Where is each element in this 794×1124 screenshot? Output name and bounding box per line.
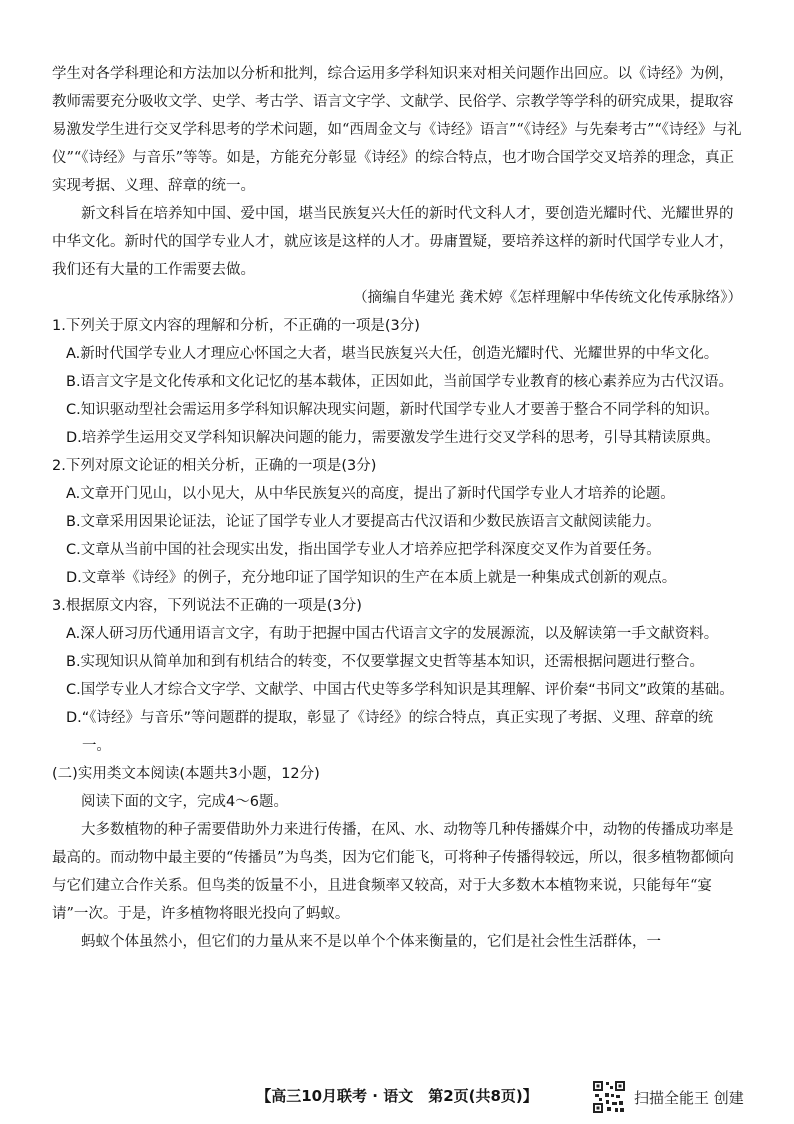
option-b: B.实现知识从简单加和到有机结合的转变，不仅要掌握文史哲等基本知识，还需根据问题进行整合。 <box>66 654 705 670</box>
option-a: A.文章开门见山，以小见大，从中华民族复兴的高度，提出了新时代国学专业人才培养的论题。 <box>66 486 675 502</box>
passage-paragraph: 学生对各学科理论和方法加以分析和批判，综合运用多学科知识来对相关问题作出回应。以《诗经》为例，教师需要充分吸收文学、史学、考古学、语言文字学、文献学、民俗学、宗教学等学科的研究成果，提取容易激发学生进行交叉学科思考的学术问题，如“西周金文与《诗经》语言”“《诗经》与先秦考古”“《诗经》与礼仪”“《诗经》与音乐”等等。如是，方能充分彰显《诗经》的综合特点，也才吻合国学交叉培养的理念，真正实现考据、义理、辞章的统一。 <box>52 66 742 194</box>
option-b: B.语言文字是文化传承和文化记忆的基本载体，正因如此，当前国学专业教育的核心素养应为古代汉语。 <box>66 374 734 390</box>
option-b: B.文章采用因果论证法，论证了国学专业人才要提高古代汉语和少数民族语言文献阅读能力。 <box>66 514 661 530</box>
question-stem: 1.下列关于原文内容的理解和分析，不正确的一项是(3分) <box>52 318 420 334</box>
question-stem: 3.根据原文内容，下列说法不正确的一项是(3分) <box>52 598 362 614</box>
passage-paragraph: 蚂蚁个体虽然小，但它们的力量从来不是以单个个体来衡量的，它们是社会性生活群体，一 <box>81 934 661 950</box>
question-3 <box>52 592 742 760</box>
passage-paragraph: 大多数植物的种子需要借助外力来进行传播，在风、水、动物等几种传播媒介中，动物的传播成功率是最高的。而动物中最主要的“传播员”为鸟类，因为它们能飞，可将种子传播得较远，所以，很多植物都倾向与它们建立合作关系。但鸟类的饭量不小，且进食频率又较高，对于大多数木本植物来说，只能每年“宴请”一次。于是，许多植物将眼光投向了蚂蚁。 <box>52 822 734 922</box>
scanner-watermark <box>592 1080 744 1114</box>
section-2 <box>52 760 742 956</box>
option-c: C.知识驱动型社会需运用多学科知识解决现实问题，新时代国学专业人才要善于整合不同学科的知识。 <box>66 402 719 418</box>
option-d: D.培养学生运用交叉学科知识解决问题的能力，需要激发学生进行交叉学科的思考，引导其精读原典。 <box>66 430 720 446</box>
question-stem: 2.下列对原文论证的相关分析，正确的一项是(3分) <box>52 458 377 474</box>
passage-paragraph: 新文科旨在培养知中国、爱中国，堪当民族复兴大任的新时代文科人才，要创造光耀时代、光耀世界的中华文化。新时代的国学专业人才，就应该是这样的人才。毋庸置疑，要培养这样的新时代国学专业人才，我们还有大量的工作需要去做。 <box>52 206 734 278</box>
passage-source: （摘编自华建光 龚术婷《怎样理解中华传统文化传承脉络》） <box>353 290 742 306</box>
option-c: C.文章从当前中国的社会现实出发，指出国学专业人才培养应把学科深度交叉作为首要任务。 <box>66 542 661 558</box>
option-d: D.文章举《诗经》的例子，充分地印证了国学知识的生产在本质上就是一种集成式创新的观点。 <box>66 570 677 586</box>
question-2 <box>52 452 742 592</box>
option-a: A.深人研习历代通用语言文字，有助于把握中国古代语言文字的发展源流，以及解读第一手文献资料。 <box>66 626 719 642</box>
scanner-label: 扫描全能王 创建 <box>634 1088 744 1107</box>
option-d: D.“《诗经》与音乐”等问题群的提取，彰显了《诗经》的综合特点，真正实现了考据、义理、辞章的统一。 <box>66 710 714 754</box>
section-heading: (二)实用类文本阅读(本题共3小题，12分) <box>52 766 320 782</box>
option-c: C.国学专业人才综合文字学、文献学、中国古代史等多学科知识是其理解、评价秦“书同文”政策的基础。 <box>66 682 734 698</box>
page-content <box>52 60 742 956</box>
option-a: A.新时代国学专业人才理应心怀国之大者，堪当民族复兴大任，创造光耀时代、光耀世界的中华文化。 <box>66 346 719 362</box>
page-footer: 【高三10月联考 · 语文 第2页(共8页)】 <box>256 1087 538 1105</box>
question-1 <box>52 312 742 452</box>
qr-code-icon <box>592 1080 626 1114</box>
section-instruction: 阅读下面的文字，完成4～6题。 <box>81 794 288 810</box>
